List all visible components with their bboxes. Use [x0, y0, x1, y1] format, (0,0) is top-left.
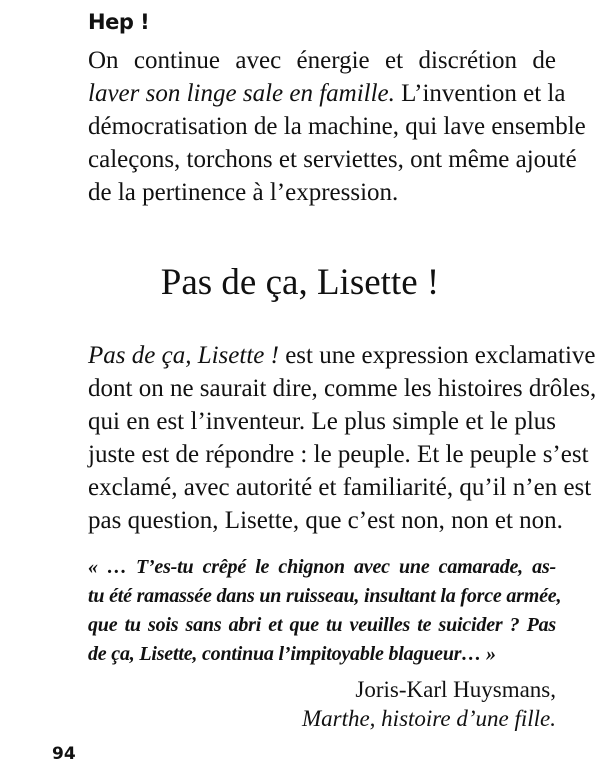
hep-label: Hep ! [88, 10, 150, 34]
quote-line: que tu sois sans abri et que tu veuilles te suicider ? Pas [88, 614, 556, 636]
paragraph-line: On continue avec énergie et discrétion de [88, 47, 556, 74]
quote-author: Joris-Karl Huysmans, [355, 677, 556, 702]
paragraph-line: dont on ne saurait dire, comme les histoires drôles, [88, 375, 597, 402]
paragraph-linge-sale [88, 44, 586, 209]
paragraph-text: est une expression exclamative [278, 342, 596, 369]
quote-line: tu été ramassée dans un ruisseau, insultant la force armée, [88, 585, 562, 607]
quote-line: « … T’es-tu crêpé le chignon avec une camarade, as- [88, 556, 556, 578]
paragraph-line [88, 77, 566, 110]
paragraph-line: de la pertinence à l’expression. [88, 179, 399, 206]
huysmans-quote [88, 553, 562, 669]
paragraph-line: qui en est l’inventeur. Le plus simple et le plus [88, 408, 556, 435]
paragraph-lisette [88, 339, 597, 537]
paragraph-line: juste est de répondre : le peuple. Et le peuple s’est [88, 441, 589, 468]
page-number: 94 [52, 744, 76, 764]
expression-italic: Pas de ça, Lisette ! [88, 342, 279, 369]
paragraph-line: pas question, Lisette, que c’est non, non et non. [88, 507, 563, 534]
expression-italic: laver son linge sale en famille. [88, 80, 395, 107]
paragraph-line [88, 339, 596, 372]
paragraph-line: exclamé, avec autorité et familiarité, qu’il n’en est [88, 474, 592, 501]
quote-line: de ça, Lisette, continua l’impitoyable blagueur… » [88, 643, 496, 665]
paragraph-line: caleçons, torchons et serviettes, ont même ajouté [88, 146, 577, 173]
section-heading: Pas de ça, Lisette ! [160, 262, 440, 303]
paragraph-text: L’invention et la [394, 80, 566, 107]
quote-work-title: Marthe, histoire d’une fille. [301, 706, 556, 731]
paragraph-line: démocratisation de la machine, qui lave ensemble [88, 113, 586, 140]
